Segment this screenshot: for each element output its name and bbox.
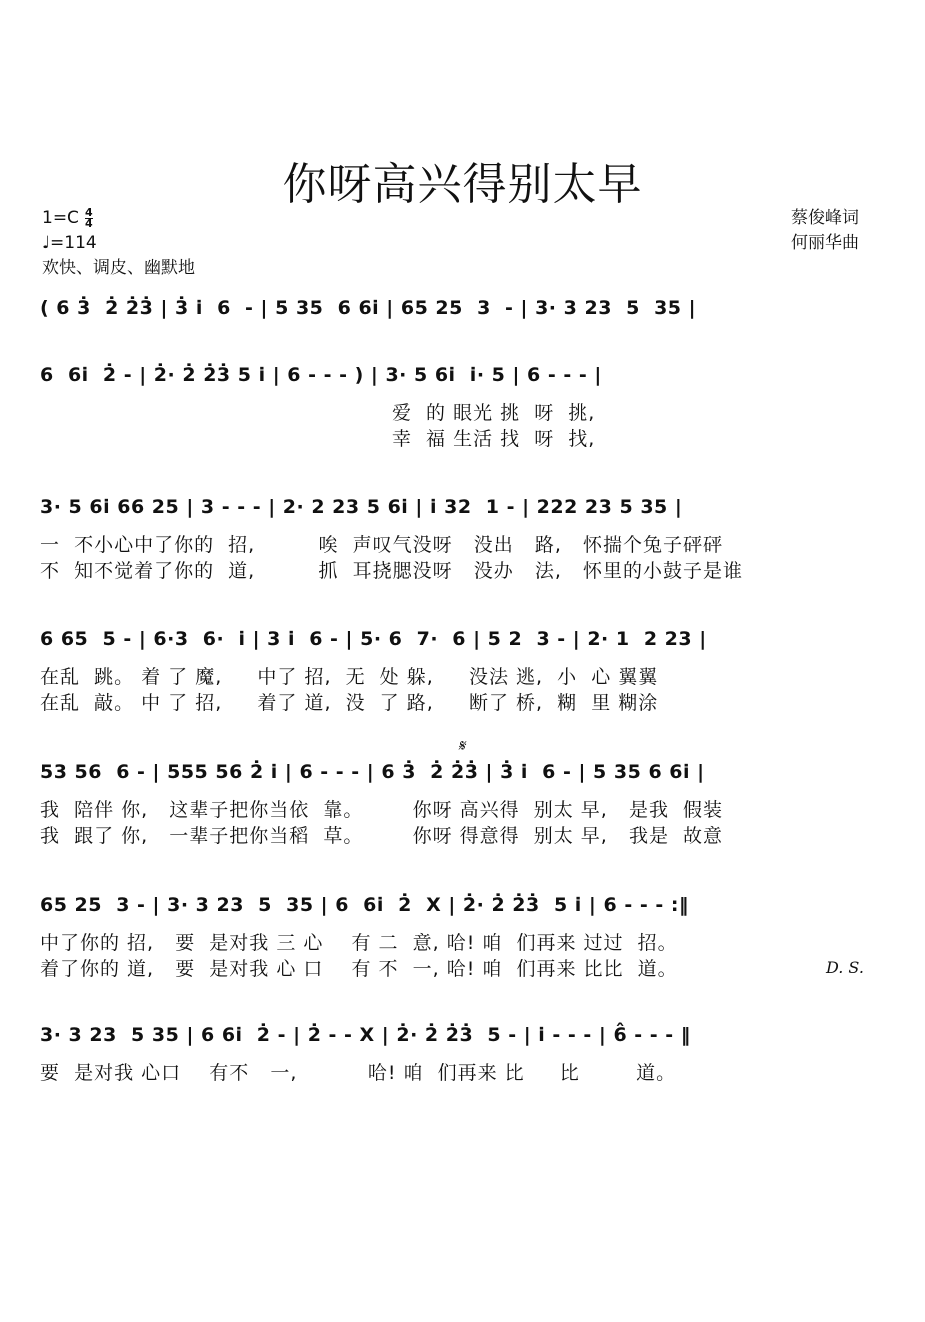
notation-line: 3· 3 23 5 35 | 6 6i̇ 2̇ - | 2̇ - - X | 2̇· 2̇ 2̇3̇ 5 - | i̇ - - - | 6̂ - - - ‖ <box>40 1024 691 1046</box>
lyrics-verse-1: 爱 的 眼光 挑 呀 挑, <box>40 402 596 424</box>
notation-line: 6 6i̇ 2̇ - | 2̇· 2̇ 2̇3̇ 5 i̇ | 6 - - - ) | 3· 5 6i̇ i̇· 5 | 6 - - - | <box>40 364 602 386</box>
lyrics-verse-1: 我 陪伴 你, 这辈子把你当依 靠。 你呀 高兴得 别太 早, 是我 假装 <box>40 799 724 821</box>
song-title: 你呀高兴得别太早 <box>282 159 643 210</box>
notation-line: 6 65 5 - | 6·3 6· i̇ | 3 i̇ 6 - | 5· 6 7· 6 | 5 2 3 - | 2· 1 2 23 | <box>40 628 707 650</box>
notation-line: ( 6 3̇ 2̇ 2̇3̇ | 3̇ i̇ 6 - | 5 35 6 6i̇ | 65 25 3 - | 3· 3 23 5 35 | <box>40 297 697 319</box>
composer-credit: 何丽华曲 <box>791 233 859 253</box>
score-system-1 <box>40 293 880 323</box>
lyrics-verse-2: 在乱 敲。 中 了 招, 着了 道, 没 了 路, 断了 桥, 糊 里 糊涂 <box>40 692 659 714</box>
key-signature <box>42 206 195 231</box>
lyricist-credit: 蔡俊峰词 <box>791 208 859 228</box>
dal-segno-marking: D. S. <box>826 958 864 977</box>
expression-marking: 欢快、调皮、幽默地 <box>42 258 195 278</box>
lyrics-verse-2: 不 知不觉着了你的 道, 抓 耳挠腮没呀 没办 法, 怀里的小鼓子是谁 <box>40 560 744 582</box>
lyrics-verse-1: 要 是对我 心口 有不 一, 哈! 咱 们再来 比 比 道。 <box>40 1062 677 1084</box>
song-credits <box>791 206 859 256</box>
score-system-3 <box>40 492 880 584</box>
tempo-marking: ♩=114 <box>42 233 97 253</box>
key-label: 1=C <box>42 208 79 228</box>
score-system-2 <box>40 360 880 452</box>
time-signature: $\frac{4}{4}$ <box>84 206 93 230</box>
lyrics-verse-2: 我 跟了 你, 一辈子把你当稻 草。 你呀 得意得 别太 早, 我是 故意 <box>40 825 724 847</box>
lyrics-verse-1: 中了你的 招, 要 是对我 三 心 有 二 意, 哈! 咱 们再来 过过 招。 <box>40 932 678 954</box>
score-system-5 <box>40 757 880 849</box>
song-header-left <box>42 206 195 281</box>
score-system-6 <box>40 890 880 982</box>
lyrics-verse-2: 幸 福 生活 找 呀 找, <box>40 428 596 450</box>
score-system-7 <box>40 1020 880 1086</box>
lyrics-verse-1: 一 不小心中了你的 招, 唉 声叹气没呀 没出 路, 怀揣个兔子砰砰 <box>40 534 724 556</box>
notation-line: 65 25 3 - | 3· 3 23 5 35 | 6 6i̇ 2̇ X | 2̇· 2̇ 2̇3̇ 5 i̇ | 6 - - - :‖ <box>40 894 689 916</box>
score-system-4 <box>40 624 880 716</box>
lyrics-verse-2: 着了你的 道, 要 是对我 心 口 有 不 一, 哈! 咱 们再来 比比 道。 <box>40 958 678 980</box>
lyrics-verse-1: 在乱 跳。 着 了 魔, 中了 招, 无 处 躲, 没法 逃, 小 心 翼翼 <box>40 666 659 688</box>
segno-icon: 𝄋 <box>458 736 465 755</box>
notation-line: 53 56 6 - | 555 56 2̇ i̇ | 6 - - - | 6 3̇ 2̇ 2̇3̇ | 3̇ i̇ 6 - | 5 35 6 6i̇ | <box>40 761 705 783</box>
notation-line: 3· 5 6i̇ 66 25 | 3 - - - | 2· 2 23 5 6i̇ | i̇ 32 1 - | 222 23 5 35 | <box>40 496 683 518</box>
